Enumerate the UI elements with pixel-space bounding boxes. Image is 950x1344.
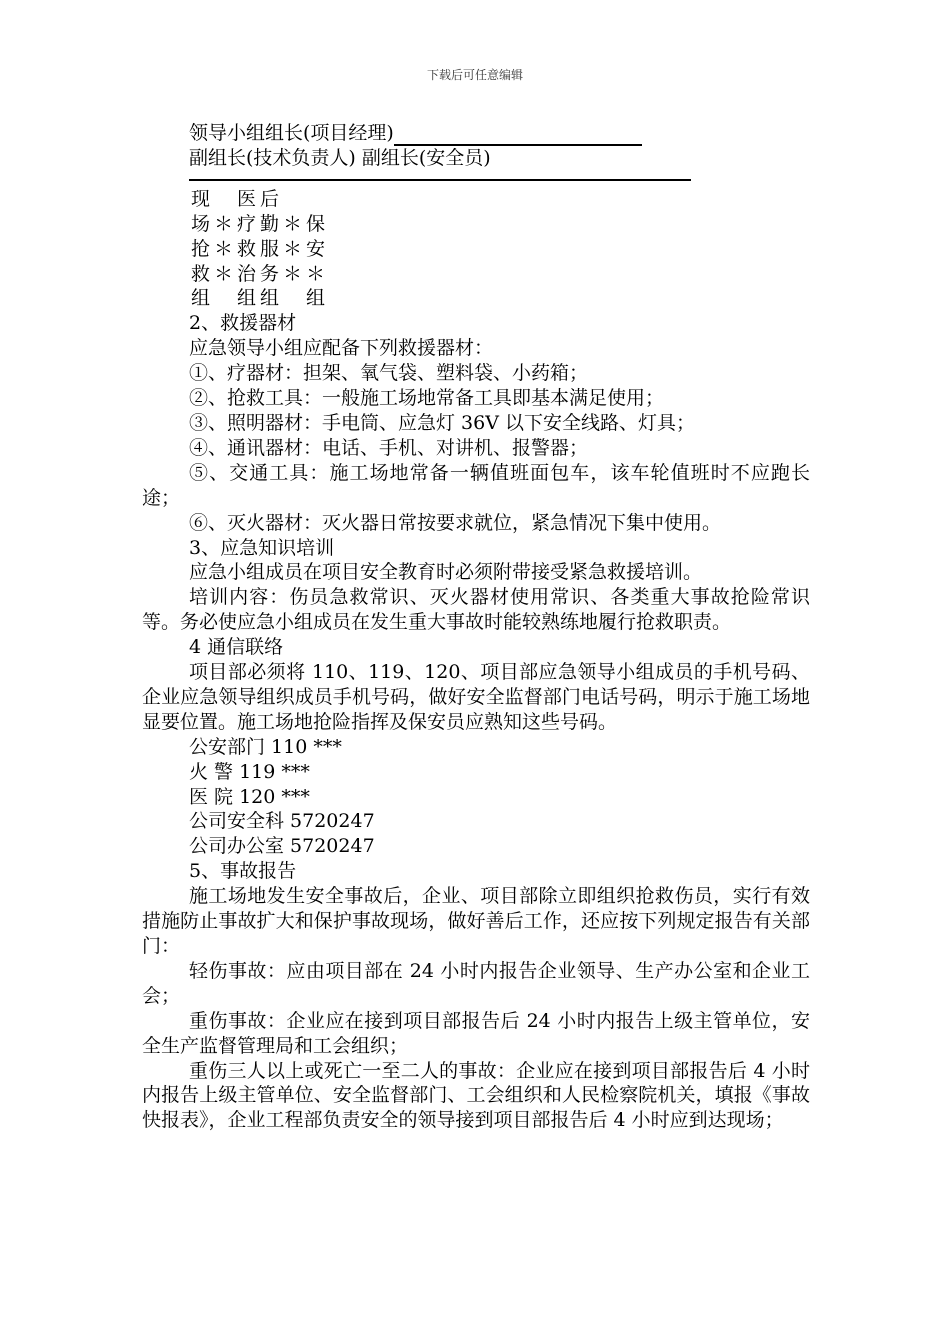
paragraph: 公司安全科 5720247 — [189, 810, 375, 833]
paragraph: 重伤三人以上或死亡一至二人的事故：企业应在接到项目部报告后 4 小时内报告上级主管单位、安全监督部门、工会组织和人民检察院机关，填报《事故快报表》，企业工程部负责安全的领导接到项目部报告后 4 小时应到达现场； — [142, 1059, 810, 1132]
paragraph: ⑤、交通工具：施工场地常备一辆值班面包车，该车轮值班时不应跑长途； — [142, 461, 810, 509]
paragraph: 公司办公室 5720247 — [189, 835, 375, 858]
paragraphs — [142, 311, 810, 1133]
teams-grid-cell — [327, 187, 350, 212]
paragraph: 4 通信联络 — [189, 636, 284, 659]
teams-grid-row — [189, 286, 350, 311]
paragraph: 轻伤事故：应由项目部在 24 小时内报告企业领导、生产办公室和企业工会； — [142, 959, 810, 1007]
paragraph: 火 警 119 *** — [189, 760, 310, 783]
paragraph: 3、应急知识培训 — [189, 536, 335, 559]
document-body — [142, 121, 810, 1133]
paragraph: 医 院 120 *** — [189, 785, 310, 808]
teams-grid-row — [189, 262, 350, 287]
teams-grid-cell — [327, 286, 350, 311]
teams-grid-cell: ＊ — [282, 262, 302, 285]
paragraph: 培训内容：伤员急救常识、灭火器材使用常识、各类重大事故抢险常识等。务必使应急小组成员在发生重大事故时能较熟练地履行抢救职责。 — [142, 586, 810, 634]
paragraph: ⑥、灭火器材：灭火器日常按要求就位，紧急情况下集中使用。 — [189, 511, 722, 534]
paragraph: 2、救援器材 — [189, 312, 297, 335]
paragraph: ②、抢救工具：一般施工场地常备工具即基本满足使用； — [189, 387, 665, 410]
paragraph: ③、照明器材：手电筒、应急灯 36V 以下安全线路、灯具； — [189, 411, 695, 434]
paragraph: 项目部必须将 110、119、120、项目部应急领导小组成员的手机号码、企业应急领导组织成员手机号码，做好安全监督部门电话号码，明示于施工场地显要位置。施工场地抢险指挥及保安员应熟知这些号码。 — [142, 661, 810, 733]
teams-grid-cell — [327, 237, 350, 262]
paragraph: 5、事故报告 — [189, 860, 297, 883]
teams-grid-cell: 安 — [305, 237, 325, 260]
paragraph: ①、疗器材：担架、氧气袋、塑料袋、小药箱； — [189, 362, 589, 385]
teams-grid-cell: 组 — [305, 287, 325, 310]
paragraph: ④、通讯器材：电话、手机、对讲机、报警器； — [189, 436, 589, 459]
teams-grid-cell: 疗 — [236, 212, 256, 235]
teams-grid-cell: ＊ — [213, 212, 233, 235]
teams-grid-cell — [281, 187, 304, 212]
teams-grid-row — [189, 187, 350, 212]
teams-grid-cell — [212, 187, 235, 212]
teams-grid-cell: 保 — [305, 212, 325, 235]
teams-grid-cell: ＊ — [305, 262, 325, 285]
teams-grid-cell: 务 — [259, 262, 279, 285]
teams-grid-cell — [281, 286, 304, 311]
teams-grid-cell: 勤 — [259, 212, 279, 235]
teams-grid-cell: 医 — [236, 187, 256, 210]
paragraph: 应急领导小组应配备下列救援器材： — [189, 337, 494, 360]
teams-grid-cell: ＊ — [282, 212, 302, 235]
teams-grid-cell: 后 — [259, 187, 279, 210]
teams-grid-cell: 组 — [190, 287, 210, 310]
paragraph: 应急小组成员在项目安全教育时必须附带接受紧急救援培训。 — [189, 561, 703, 584]
teams-grid-cell — [304, 187, 327, 212]
teams-grid-cell: 服 — [259, 237, 279, 260]
teams-grid-cell: 组 — [259, 287, 279, 310]
leader-line — [142, 121, 810, 146]
teams-grid-cell: 场 — [190, 212, 210, 235]
teams-grid-cell: 抢 — [190, 237, 210, 260]
teams-grid-cell: 治 — [236, 262, 256, 285]
leader-blank-line — [394, 124, 642, 146]
teams-grid-row — [189, 237, 350, 262]
teams-grid-cell: 救 — [236, 237, 256, 260]
teams-grid-cell: 救 — [190, 262, 210, 285]
paragraph: 公安部门 110 *** — [189, 735, 342, 758]
emergency-teams-grid — [189, 187, 350, 312]
paragraph: 施工场地发生安全事故后，企业、项目部除立即组织抢救伤员，实行有效措施防止事故扩大和保护事故现场，做好善后工作，还应按下列规定报告有关部门： — [142, 885, 810, 957]
deputy-blank-line — [189, 171, 691, 181]
teams-grid-cell: ＊ — [213, 237, 233, 260]
teams-grid-cell: ＊ — [282, 237, 302, 260]
teams-grid-row — [189, 212, 350, 237]
teams-grid-cell: 组 — [236, 287, 256, 310]
teams-grid-cell: ＊ — [213, 262, 233, 285]
teams-grid-cell: 现 — [190, 187, 210, 210]
teams-grid-cell — [327, 212, 350, 237]
paragraph: 重伤事故：企业应在接到项目部报告后 24 小时内报告上级主管单位，安全生产监督管理局和工会组织； — [142, 1009, 810, 1057]
header-note: 下载后可任意编辑 — [426, 68, 523, 82]
deputy-line: 副组长(技术负责人) 副组长(安全员) — [189, 146, 491, 169]
teams-grid-cell — [327, 262, 350, 287]
teams-grid-cell — [212, 286, 235, 311]
leader-line-label: 领导小组组长(项目经理) — [189, 122, 394, 144]
